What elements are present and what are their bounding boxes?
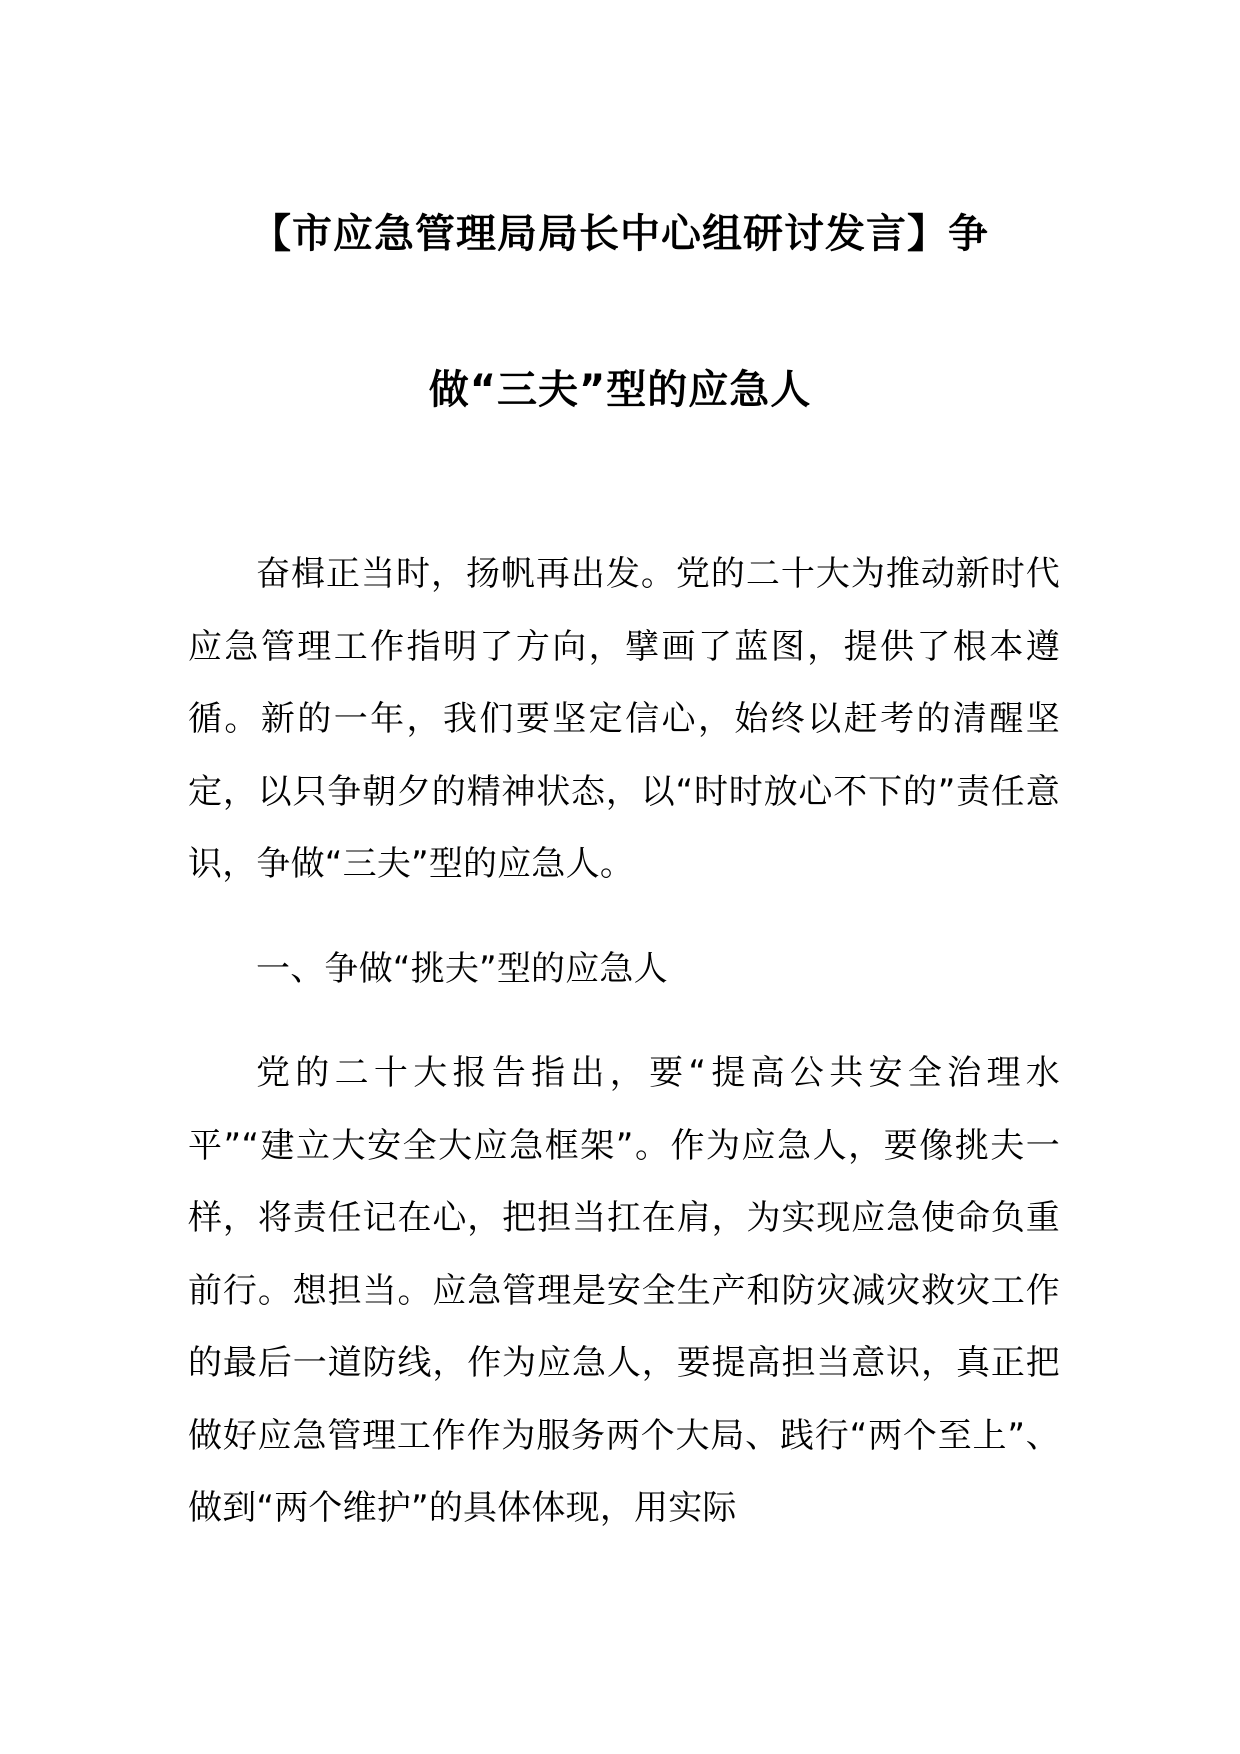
document-title-line-2: 做“三夫”型的应急人 <box>428 367 812 413</box>
section-heading-block <box>188 933 1060 1006</box>
intro-block <box>188 538 1060 901</box>
section-paragraph: 党的二十大报告指出，要“提高公共安全治理水平”“建立大安全大应急框架”。作为应急人，要像挑夫一样，将责任记在心，把担当扛在肩，为实现应急使命负重前行。想担当。应急管理是安全生产和防灾减灾救灾工作的最后一道防线，作为应急人，要提高担当意识，真正把做好应急管理工作作为服务两个大局、践行“两个至上”、做到“两个维护”的具体体现，用实际 <box>188 1053 1060 1528</box>
document-title-line-1: 【市应急管理局局长中心组研讨发言】争 <box>251 211 989 257</box>
intro-paragraph: 奋楫正当时，扬帆再出发。党的二十大为推动新时代应急管理工作指明了方向，擘画了蓝图，提供了根本遵循。新的一年，我们要坚定信心，始终以赶考的清醒坚定，以只争朝夕的精神状态，以“时时放心不下的”责任意识，争做“三夫”型的应急人。 <box>188 554 1060 884</box>
section-body-block <box>188 1037 1060 1545</box>
section-heading: 一、争做“挑夫”型的应急人 <box>256 949 668 989</box>
